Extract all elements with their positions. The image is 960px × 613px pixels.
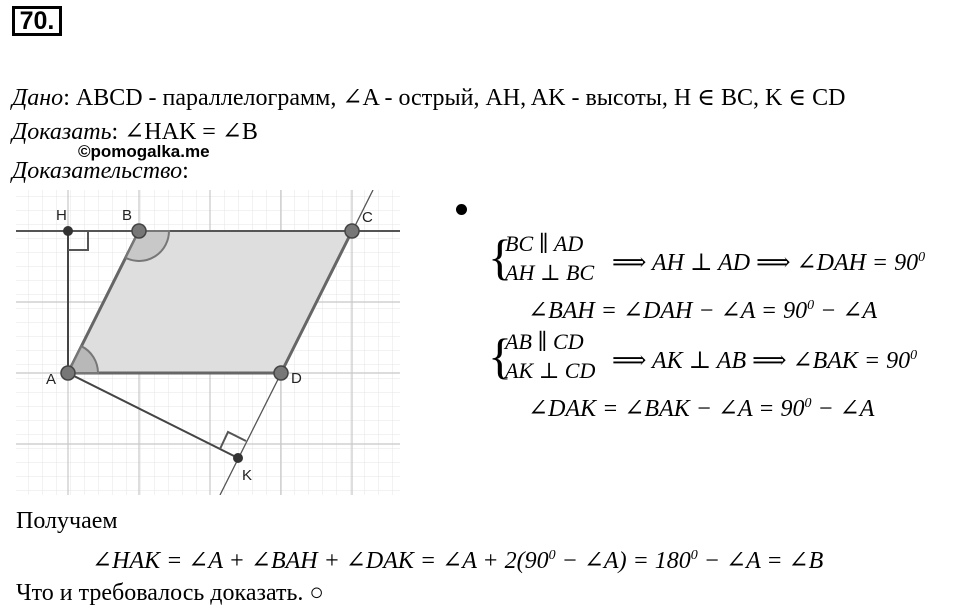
eq2-tail: − ∠A xyxy=(811,396,875,422)
conclusion-intro: Получаем xyxy=(16,508,118,534)
proof-line xyxy=(12,157,189,185)
system2-result xyxy=(612,342,917,375)
system2-brace: { xyxy=(488,328,512,384)
eq1-line xyxy=(528,292,877,325)
prove-text: : ∠HAK = ∠B xyxy=(111,119,258,145)
proof-label: Доказательство xyxy=(12,158,183,184)
system1-result-text: ⟹ AH ⊥ AD ⟹ ∠DAH = 90 xyxy=(612,250,919,276)
point-h xyxy=(63,226,73,236)
eq1-sup: 0 xyxy=(807,298,815,313)
system2-line1: AB ∥ CD xyxy=(505,329,584,354)
conclusion-part2: − ∠A) = 180 xyxy=(555,548,691,574)
eq2-line xyxy=(528,390,874,423)
system1-sup: 0 xyxy=(918,250,926,265)
point-k xyxy=(233,453,243,463)
system1-brace: { xyxy=(488,229,512,285)
conclusion-part1: ∠HAK = ∠A + ∠BAH + ∠DAK = ∠A + 2(90 xyxy=(92,548,549,574)
conclusion-sup2: 0 xyxy=(690,548,698,563)
conclusion-part3: − ∠A = ∠B xyxy=(697,548,824,574)
problem-number: 70. xyxy=(12,6,62,36)
label-d: D xyxy=(291,370,302,387)
system2-sup: 0 xyxy=(910,348,918,363)
label-k: K xyxy=(242,467,253,484)
conclusion-end: Что и требовалось доказать. ○ xyxy=(16,580,324,606)
eq2-text: ∠DAK = ∠BAK − ∠A = 90 xyxy=(528,396,805,422)
system1-line1: BC ∥ AD xyxy=(505,231,584,256)
watermark: ©pomogalka.me xyxy=(78,142,210,161)
system1-result xyxy=(612,244,925,277)
label-h: H xyxy=(56,207,67,224)
point-d xyxy=(274,366,288,380)
given-line xyxy=(12,84,845,112)
label-b: B xyxy=(122,207,133,224)
point-a xyxy=(61,366,75,380)
parallelogram-figure xyxy=(16,190,400,495)
label-c: C xyxy=(362,209,373,226)
conclusion-equation xyxy=(92,542,823,575)
bullet xyxy=(456,204,467,215)
proof-colon: : xyxy=(182,158,189,184)
given-label: Дано xyxy=(12,85,64,111)
given-text: : ABCD - параллелограмм, ∠A - острый, AH, AK - высоты, H ∈ BC, K ∈ CD xyxy=(63,85,846,111)
conclusion-sup1: 0 xyxy=(548,548,556,563)
system2-line2: AK ⊥ CD xyxy=(505,358,596,383)
system1-line2: AH ⊥ BC xyxy=(505,260,595,285)
point-b xyxy=(132,224,146,238)
label-a: A xyxy=(46,371,57,388)
system2-result-text: ⟹ AK ⊥ AB ⟹ ∠BAK = 90 xyxy=(612,348,911,374)
eq1-tail: − ∠A xyxy=(814,298,878,324)
prove-label: Доказать xyxy=(12,119,112,145)
eq1-text: ∠BAH = ∠DAH − ∠A = 90 xyxy=(528,298,808,324)
point-c xyxy=(345,224,359,238)
eq2-sup: 0 xyxy=(804,396,812,411)
